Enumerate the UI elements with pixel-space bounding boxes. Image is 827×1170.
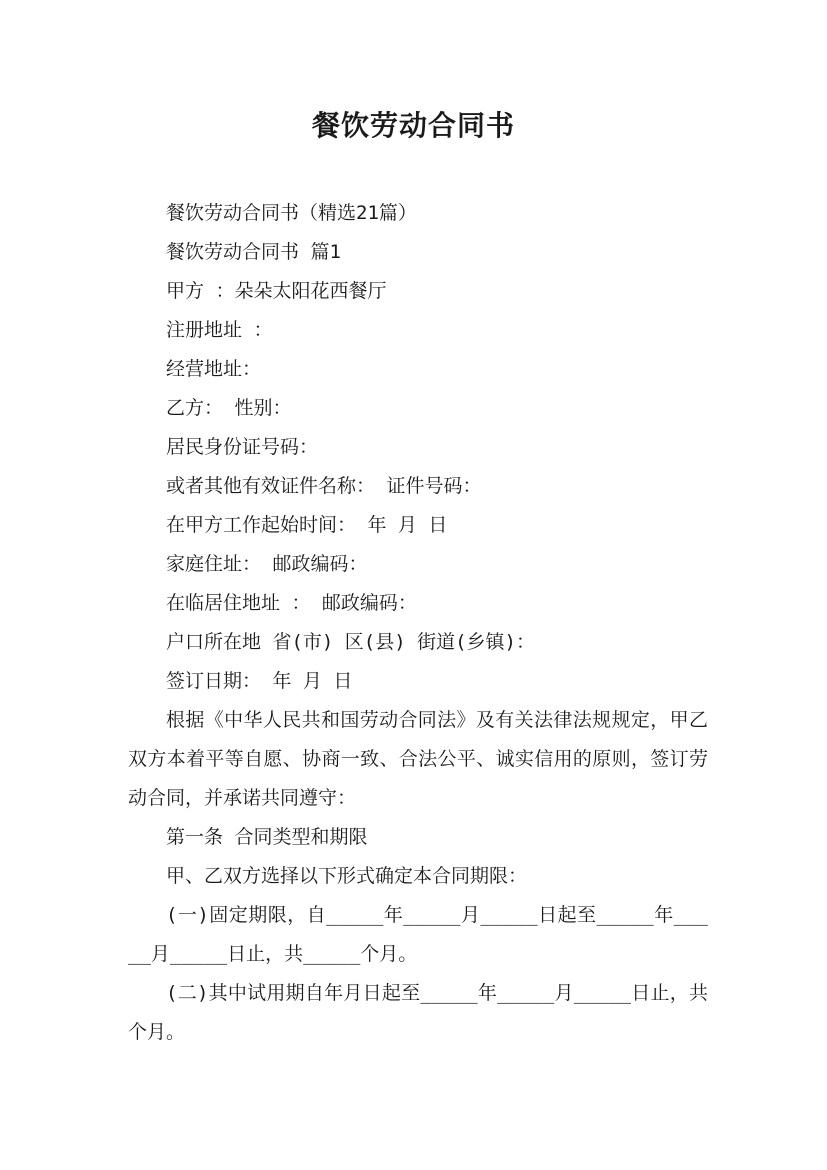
document-body [128,194,720,1052]
paragraph-subtitle: 餐饮劳动合同书（精选21篇） [166,202,417,224]
paragraph-probation: (二)其中试用期自年月日起至_____年_____月_____日止，共 个月。 [128,982,720,1043]
paragraph-signing-date: 签订日期： 年 月 日 [166,670,353,692]
paragraph-term-intro: 甲、乙双方选择以下形式确定本合同期限： [166,865,528,887]
paragraph-article-one-heading: 第一条 合同类型和期限 [166,826,368,848]
paragraph-temporary-address: 在临居住地址 ： 邮政编码： [166,592,417,614]
paragraph-household-registration: 户口所在地 省(市) 区(县) 街道(乡镇)： [166,631,535,653]
paragraph-preamble: 根据《中华人民共和国劳动合同法》及有关法律法规规定，甲乙双方本着平等自愿、协商一致、合法公平、诚实信用的原则，签订劳动合同，并承诺共同遵守： [128,709,708,809]
paragraph-party-a: 甲方 ：朵朵太阳花西餐厅 [166,280,387,302]
paragraph-section-heading: 餐饮劳动合同书 篇1 [166,241,341,263]
paragraph-business-address: 经营地址： [166,358,262,380]
paragraph-other-id: 或者其他有效证件名称： 证件号码： [166,475,482,497]
paragraph-fixed-term: (一)固定期限，自_____年_____月_____日起至_____年_____月_____日止，共_____个月。 [128,904,708,965]
paragraph-id-number: 居民身份证号码： [166,436,319,458]
paragraph-start-date: 在甲方工作起始时间： 年 月 日 [166,514,448,536]
paragraph-registered-address: 注册地址 ： [166,319,273,341]
document-title: 餐饮劳动合同书 [311,109,515,142]
paragraph-home-address: 家庭住址： 邮政编码： [166,553,368,575]
paragraph-party-b: 乙方： 性别： [166,397,292,419]
